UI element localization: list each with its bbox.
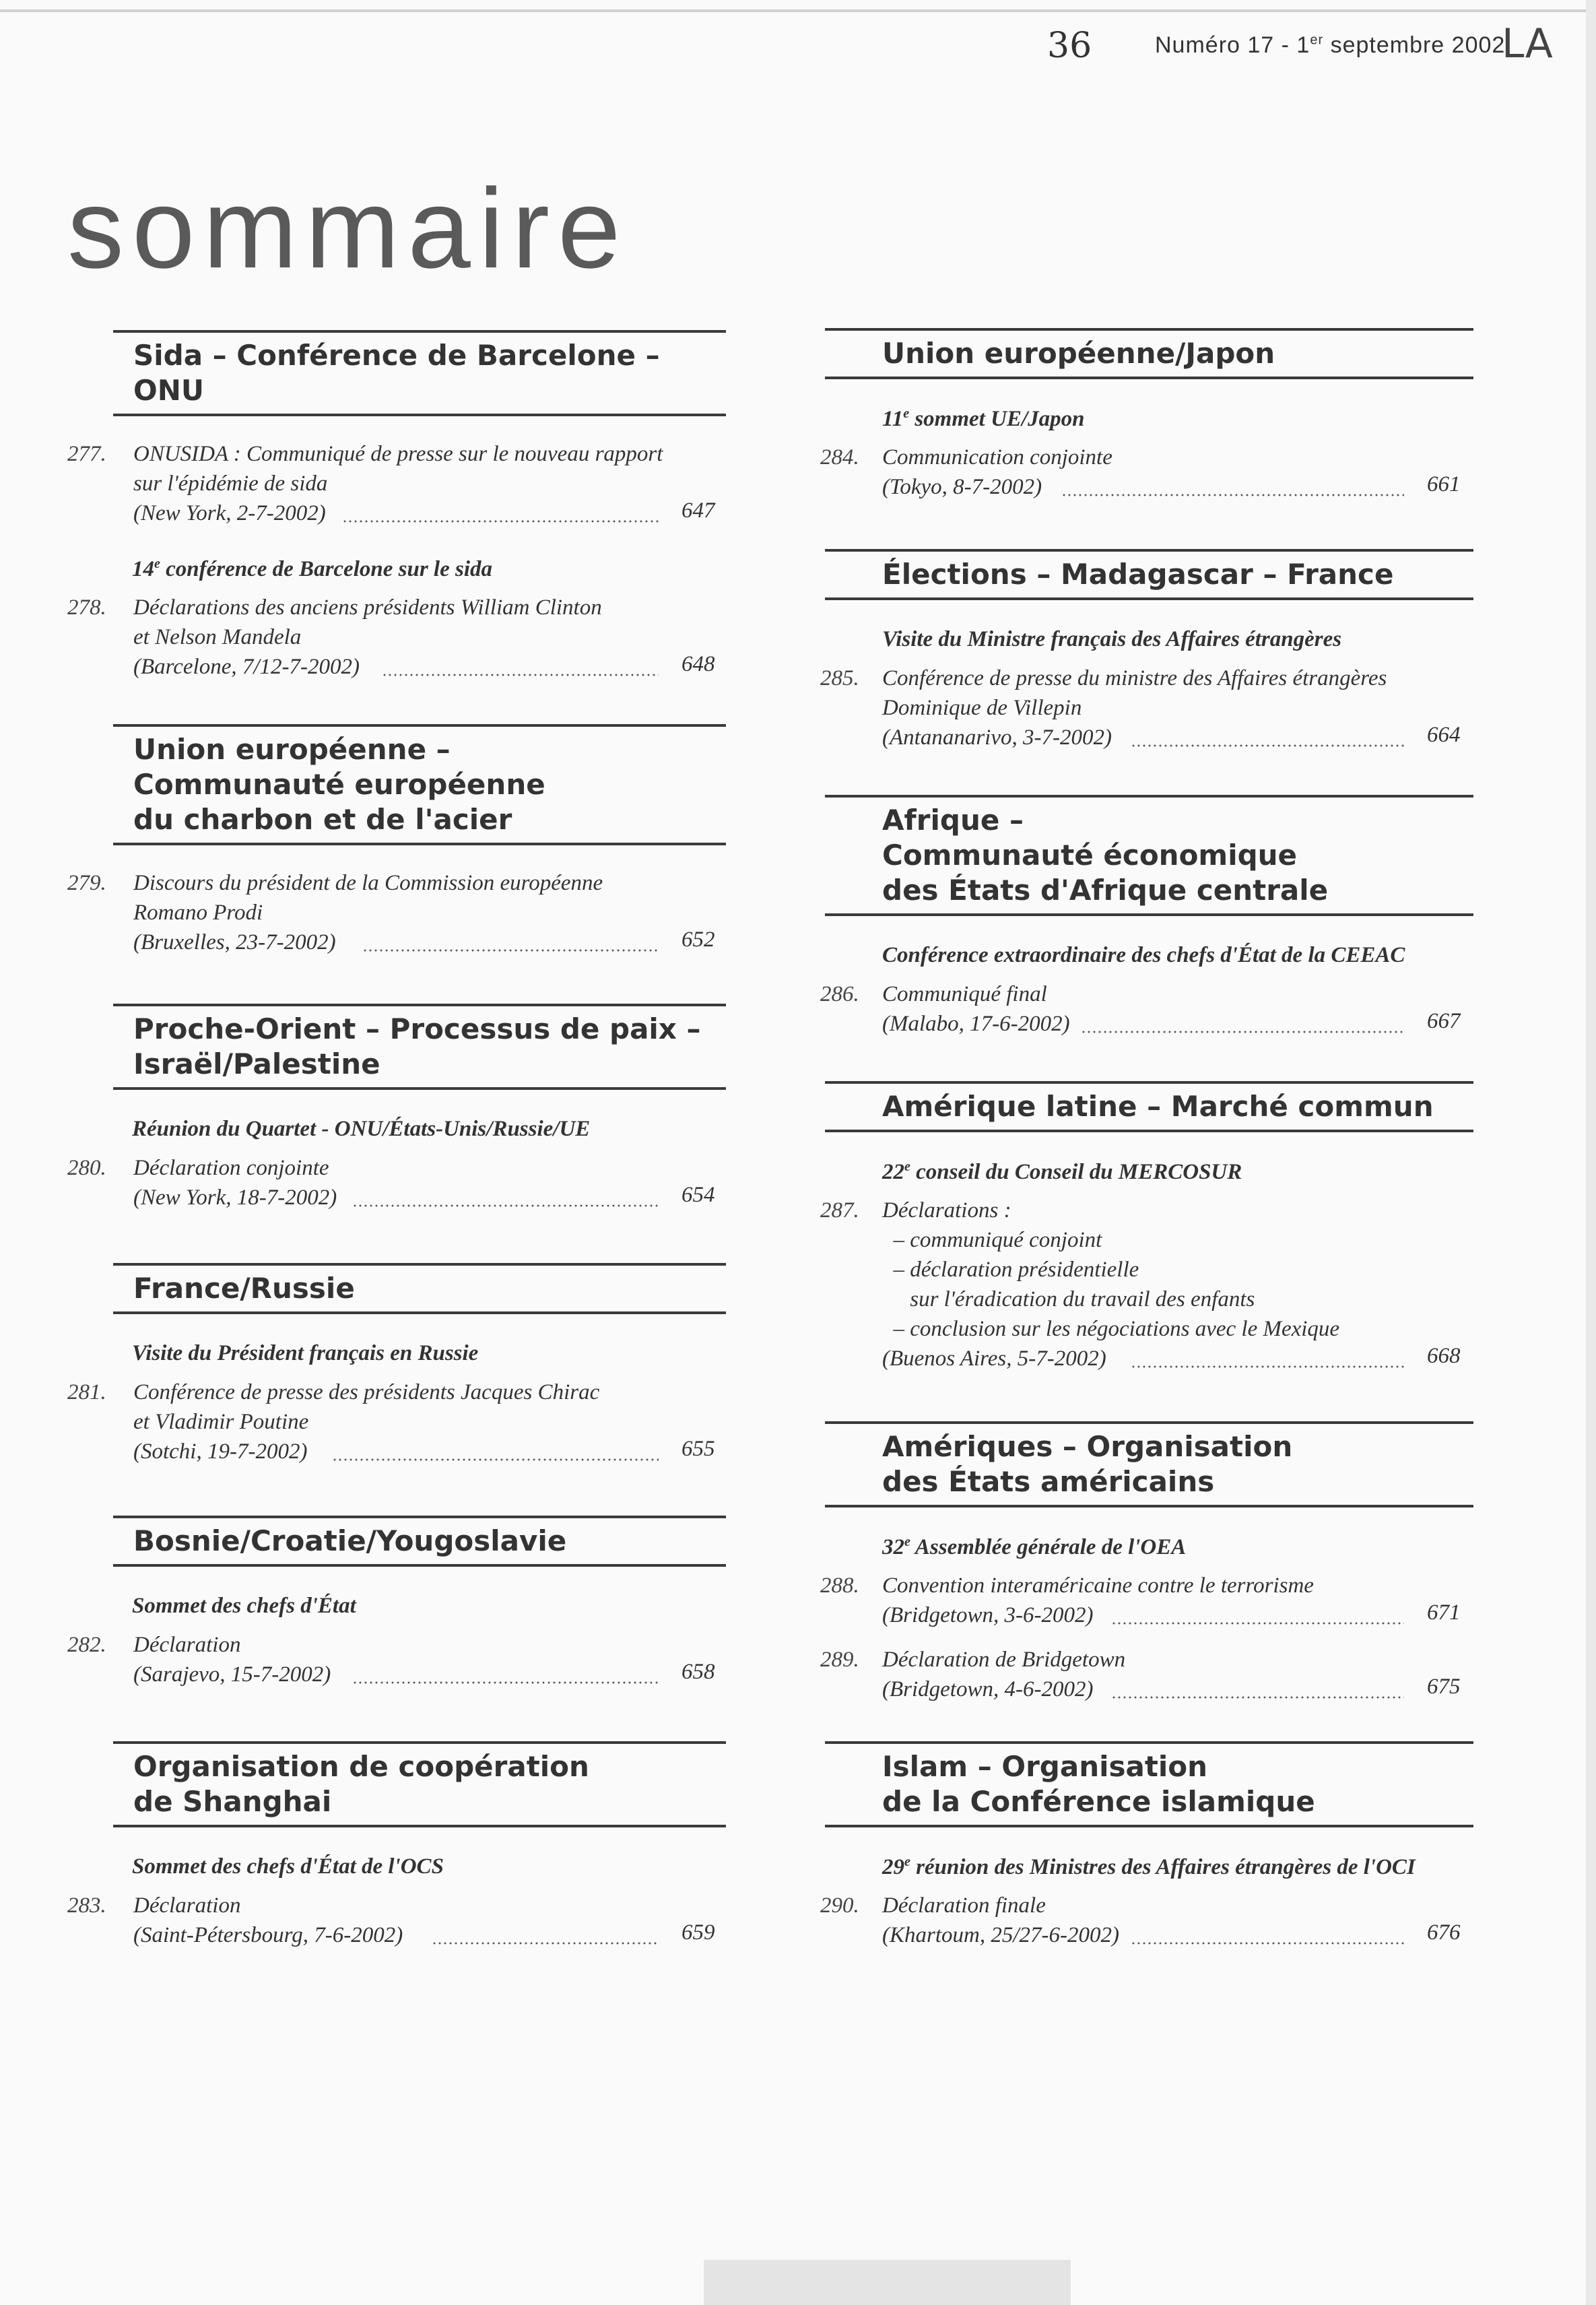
section-heading: Afrique –	[882, 804, 1024, 837]
section-rule-bottom	[113, 1825, 726, 1827]
page-title: sommaire	[67, 165, 629, 292]
entry-text: Déclaration conjointe	[133, 1156, 329, 1180]
entry-text: – conclusion sur les négociations avec le Mexique	[882, 1317, 1340, 1341]
section-heading: des États américains	[882, 1465, 1215, 1498]
section-rule-top	[113, 1263, 726, 1266]
subsection-title-text: 14	[132, 557, 154, 581]
dot-leader	[1131, 1365, 1404, 1368]
dot-leader	[352, 1204, 659, 1207]
entry-text: Romano Prodi	[133, 901, 263, 925]
entry-text: (Tokyo, 8-7-2002)	[882, 475, 1042, 499]
entry-text: (Bridgetown, 3-6-2002)	[882, 1603, 1094, 1627]
entry-number: 283.	[67, 1893, 106, 1918]
entry-page-number: 676	[1427, 1920, 1461, 1945]
subsection-title-rest: conseil du Conseil du MERCOSUR	[910, 1160, 1242, 1184]
issue-prefix: Numéro 17 - 1	[1155, 32, 1310, 58]
dot-leader	[352, 1681, 659, 1684]
subsection-title-rest: réunion des Ministres des Affaires étrangères de l'OCI	[910, 1855, 1416, 1879]
entry-text: et Vladimir Poutine	[133, 1410, 309, 1434]
subsection-title	[132, 1854, 444, 1879]
section-heading: Proche-Orient – Processus de paix –	[133, 1012, 701, 1045]
subsection-title	[882, 1534, 1186, 1560]
header-rule	[0, 9, 1596, 12]
entry-text: Déclarations des anciens présidents William Clinton	[133, 595, 602, 620]
entry-page-number: 664	[1427, 723, 1461, 747]
section-heading: Sida – Conférence de Barcelone –	[133, 339, 660, 372]
entry-text: – déclaration présidentielle	[882, 1258, 1139, 1282]
entry-text: Communication conjointe	[882, 445, 1112, 469]
entry-text: (New York, 18-7-2002)	[133, 1186, 337, 1210]
dot-leader	[1131, 1942, 1404, 1945]
issue-sup: er	[1310, 32, 1324, 48]
section-heading: Organisation de coopération	[133, 1750, 589, 1783]
subsection-title-text: Visite du Président français en Russie	[132, 1341, 479, 1365]
handwritten-mark: LA	[1502, 20, 1553, 67]
entry-number: 278.	[67, 595, 106, 620]
subsection-title	[882, 1854, 1416, 1880]
section-heading: Amérique latine – Marché commun	[882, 1090, 1434, 1123]
section-heading: Islam – Organisation	[882, 1750, 1208, 1783]
subsection-title-text: 22	[882, 1160, 904, 1184]
dot-leader	[432, 1942, 659, 1945]
subsection-title	[132, 1341, 478, 1366]
entry-text: Déclaration	[133, 1633, 241, 1657]
subsection-title-text: 29	[882, 1855, 904, 1879]
section-heading: ONU	[133, 374, 204, 407]
subsection-title	[882, 627, 1341, 652]
section-rule-top	[825, 549, 1473, 552]
subsection-title-sup: e	[154, 556, 160, 571]
section-rule-bottom	[825, 597, 1473, 600]
entry-text: Déclaration de Bridgetown	[882, 1648, 1126, 1672]
subsection-title-text: Sommet des chefs d'État de l'OCS	[132, 1854, 444, 1879]
section-rule-top	[825, 795, 1473, 798]
dot-leader	[1131, 744, 1404, 747]
entry-text: Discours du président de la Commission européenne	[133, 871, 603, 895]
entry-page-number: 655	[681, 1437, 715, 1461]
section-heading: Communauté économique	[882, 839, 1298, 872]
dot-leader	[1081, 1031, 1404, 1033]
subsection-title-sup: e	[904, 1854, 910, 1869]
section-heading: de Shanghai	[133, 1785, 332, 1818]
subsection-title-rest: Assemblée générale de l'OEA	[910, 1535, 1187, 1559]
subsection-title-sup: e	[904, 1159, 910, 1174]
entry-text: Dominique de Villepin	[882, 696, 1082, 720]
entry-text: Déclarations :	[882, 1198, 1011, 1223]
section-rule-top	[825, 1741, 1473, 1744]
entry-text: Convention interaméricaine contre le terrorisme	[882, 1573, 1314, 1598]
section-rule-bottom	[825, 1130, 1473, 1132]
entry-page-number: 652	[681, 928, 715, 952]
entry-text: Déclaration finale	[882, 1893, 1046, 1918]
section-rule-bottom	[825, 1505, 1473, 1507]
subsection-title	[882, 406, 1084, 432]
entry-text: (Malabo, 17-6-2002)	[882, 1012, 1070, 1036]
entry-text: (Antananarivo, 3-7-2002)	[882, 725, 1112, 750]
section-heading: Amériques – Organisation	[882, 1430, 1293, 1463]
subsection-title	[132, 1594, 356, 1619]
entry-text: sur l'épidémie de sida	[133, 472, 328, 496]
entry-page-number: 667	[1427, 1009, 1461, 1033]
subsection-title-rest: sommet UE/Japon	[909, 407, 1085, 431]
subsection-title	[132, 556, 492, 582]
section-rule-top	[825, 1421, 1473, 1424]
entry-page-number: 668	[1427, 1344, 1461, 1368]
subsection-title-text: Sommet des chefs d'État	[132, 1594, 356, 1618]
section-heading: Bosnie/Croatie/Yougoslavie	[133, 1524, 567, 1557]
entry-page-number: 671	[1427, 1600, 1461, 1625]
entry-number: 289.	[820, 1648, 859, 1672]
entry-text: sur l'éradication du travail des enfants	[882, 1287, 1255, 1311]
subsection-title-text: 11	[882, 407, 904, 431]
dot-leader	[1111, 1622, 1404, 1625]
entry-text: Communiqué final	[882, 982, 1047, 1006]
issue-suffix: septembre 2002	[1323, 32, 1506, 58]
entry-text: – communiqué conjoint	[882, 1228, 1102, 1252]
issue-line	[1155, 32, 1505, 59]
section-rule-top	[113, 1004, 726, 1006]
section-rule-top	[113, 1516, 726, 1518]
section-heading: Israël/Palestine	[133, 1047, 380, 1080]
subsection-title-sup: e	[904, 1534, 910, 1549]
entry-text: (Sarajevo, 15-7-2002)	[133, 1662, 331, 1687]
section-heading: Union européenne/Japon	[882, 337, 1275, 370]
entry-page-number: 647	[681, 498, 715, 523]
section-rule-top	[113, 724, 726, 727]
entry-number: 288.	[820, 1573, 859, 1598]
section-heading: Communauté européenne	[133, 768, 545, 801]
section-heading: des États d'Afrique centrale	[882, 874, 1329, 907]
entry-text: (Buenos Aires, 5-7-2002)	[882, 1346, 1106, 1371]
section-rule-bottom	[825, 913, 1473, 916]
subsection-title	[882, 943, 1405, 968]
section-rule-top	[113, 1741, 726, 1744]
entry-page-number: 658	[681, 1660, 715, 1684]
section-heading: du charbon et de l'acier	[133, 803, 512, 836]
page-edge	[1586, 0, 1596, 2305]
subsection-title-text: Visite du Ministre français des Affaires étrangères	[882, 627, 1342, 651]
section-heading: France/Russie	[133, 1272, 355, 1305]
entry-page-number: 654	[681, 1183, 715, 1207]
entry-number: 282.	[67, 1633, 106, 1657]
entry-number: 285.	[820, 666, 859, 690]
section-heading: Union européenne –	[133, 733, 451, 766]
entry-number: 281.	[67, 1380, 106, 1404]
subsection-title-text: Conférence extraordinaire des chefs d'État de la CEEAC	[882, 943, 1405, 967]
entry-page-number: 661	[1427, 472, 1461, 496]
handwritten-page-number: 36	[1047, 26, 1092, 66]
section-rule-top	[825, 328, 1473, 331]
dot-leader	[1111, 1696, 1404, 1699]
subsection-title	[132, 1117, 590, 1142]
entry-page-number: 648	[681, 652, 715, 676]
section-rule-bottom	[825, 377, 1473, 379]
subsection-title-text: Réunion du Quartet - ONU/États-Unis/Russie/UE	[132, 1117, 591, 1141]
section-heading: de la Conférence islamique	[882, 1785, 1315, 1818]
entry-text: (Bruxelles, 23-7-2002)	[133, 930, 336, 954]
entry-text: (Khartoum, 25/27-6-2002)	[882, 1923, 1119, 1947]
entry-text: ONUSIDA : Communiqué de presse sur le nouveau rapport	[133, 442, 663, 466]
entry-page-number: 659	[681, 1920, 715, 1945]
subsection-title-sup: e	[903, 406, 910, 421]
section-rule-top	[825, 1081, 1473, 1084]
section-heading: Élections – Madagascar – France	[882, 558, 1394, 591]
entry-number: 280.	[67, 1156, 106, 1180]
entry-number: 290.	[820, 1893, 859, 1918]
subsection-title	[882, 1159, 1242, 1185]
entry-text: (Saint-Pétersbourg, 7-6-2002)	[133, 1923, 403, 1947]
scan-smudge	[704, 2260, 1071, 2305]
section-rule-top	[113, 330, 726, 333]
section-rule-bottom	[113, 414, 726, 416]
entry-number: 277.	[67, 442, 106, 466]
dot-leader	[382, 674, 659, 676]
dot-leader	[362, 949, 659, 952]
section-rule-bottom	[113, 1311, 726, 1314]
section-rule-bottom	[113, 1564, 726, 1567]
entry-text: (Sotchi, 19-7-2002)	[133, 1439, 308, 1464]
section-rule-bottom	[113, 1087, 726, 1090]
entry-number: 279.	[67, 871, 106, 895]
dot-leader	[342, 520, 659, 523]
entry-text: Conférence de presse des présidents Jacques Chirac	[133, 1380, 600, 1404]
subsection-title-rest: conférence de Barcelone sur le sida	[160, 557, 492, 581]
entry-text: Conférence de presse du ministre des Affaires étrangères	[882, 666, 1387, 690]
entry-text: (Bridgetown, 4-6-2002)	[882, 1677, 1094, 1701]
entry-number: 286.	[820, 982, 859, 1006]
entry-text: (Barcelone, 7/12-7-2002)	[133, 655, 360, 679]
entry-text: et Nelson Mandela	[133, 625, 302, 649]
entry-page-number: 675	[1427, 1675, 1461, 1699]
entry-text: Déclaration	[133, 1893, 241, 1918]
section-rule-bottom	[113, 843, 726, 845]
dot-leader	[1061, 494, 1404, 496]
subsection-title-text: 32	[882, 1535, 904, 1559]
section-rule-bottom	[825, 1825, 1473, 1827]
entry-text: (New York, 2-7-2002)	[133, 501, 326, 525]
dot-leader	[332, 1458, 659, 1461]
entry-number: 287.	[820, 1198, 859, 1223]
entry-number: 284.	[820, 445, 859, 469]
